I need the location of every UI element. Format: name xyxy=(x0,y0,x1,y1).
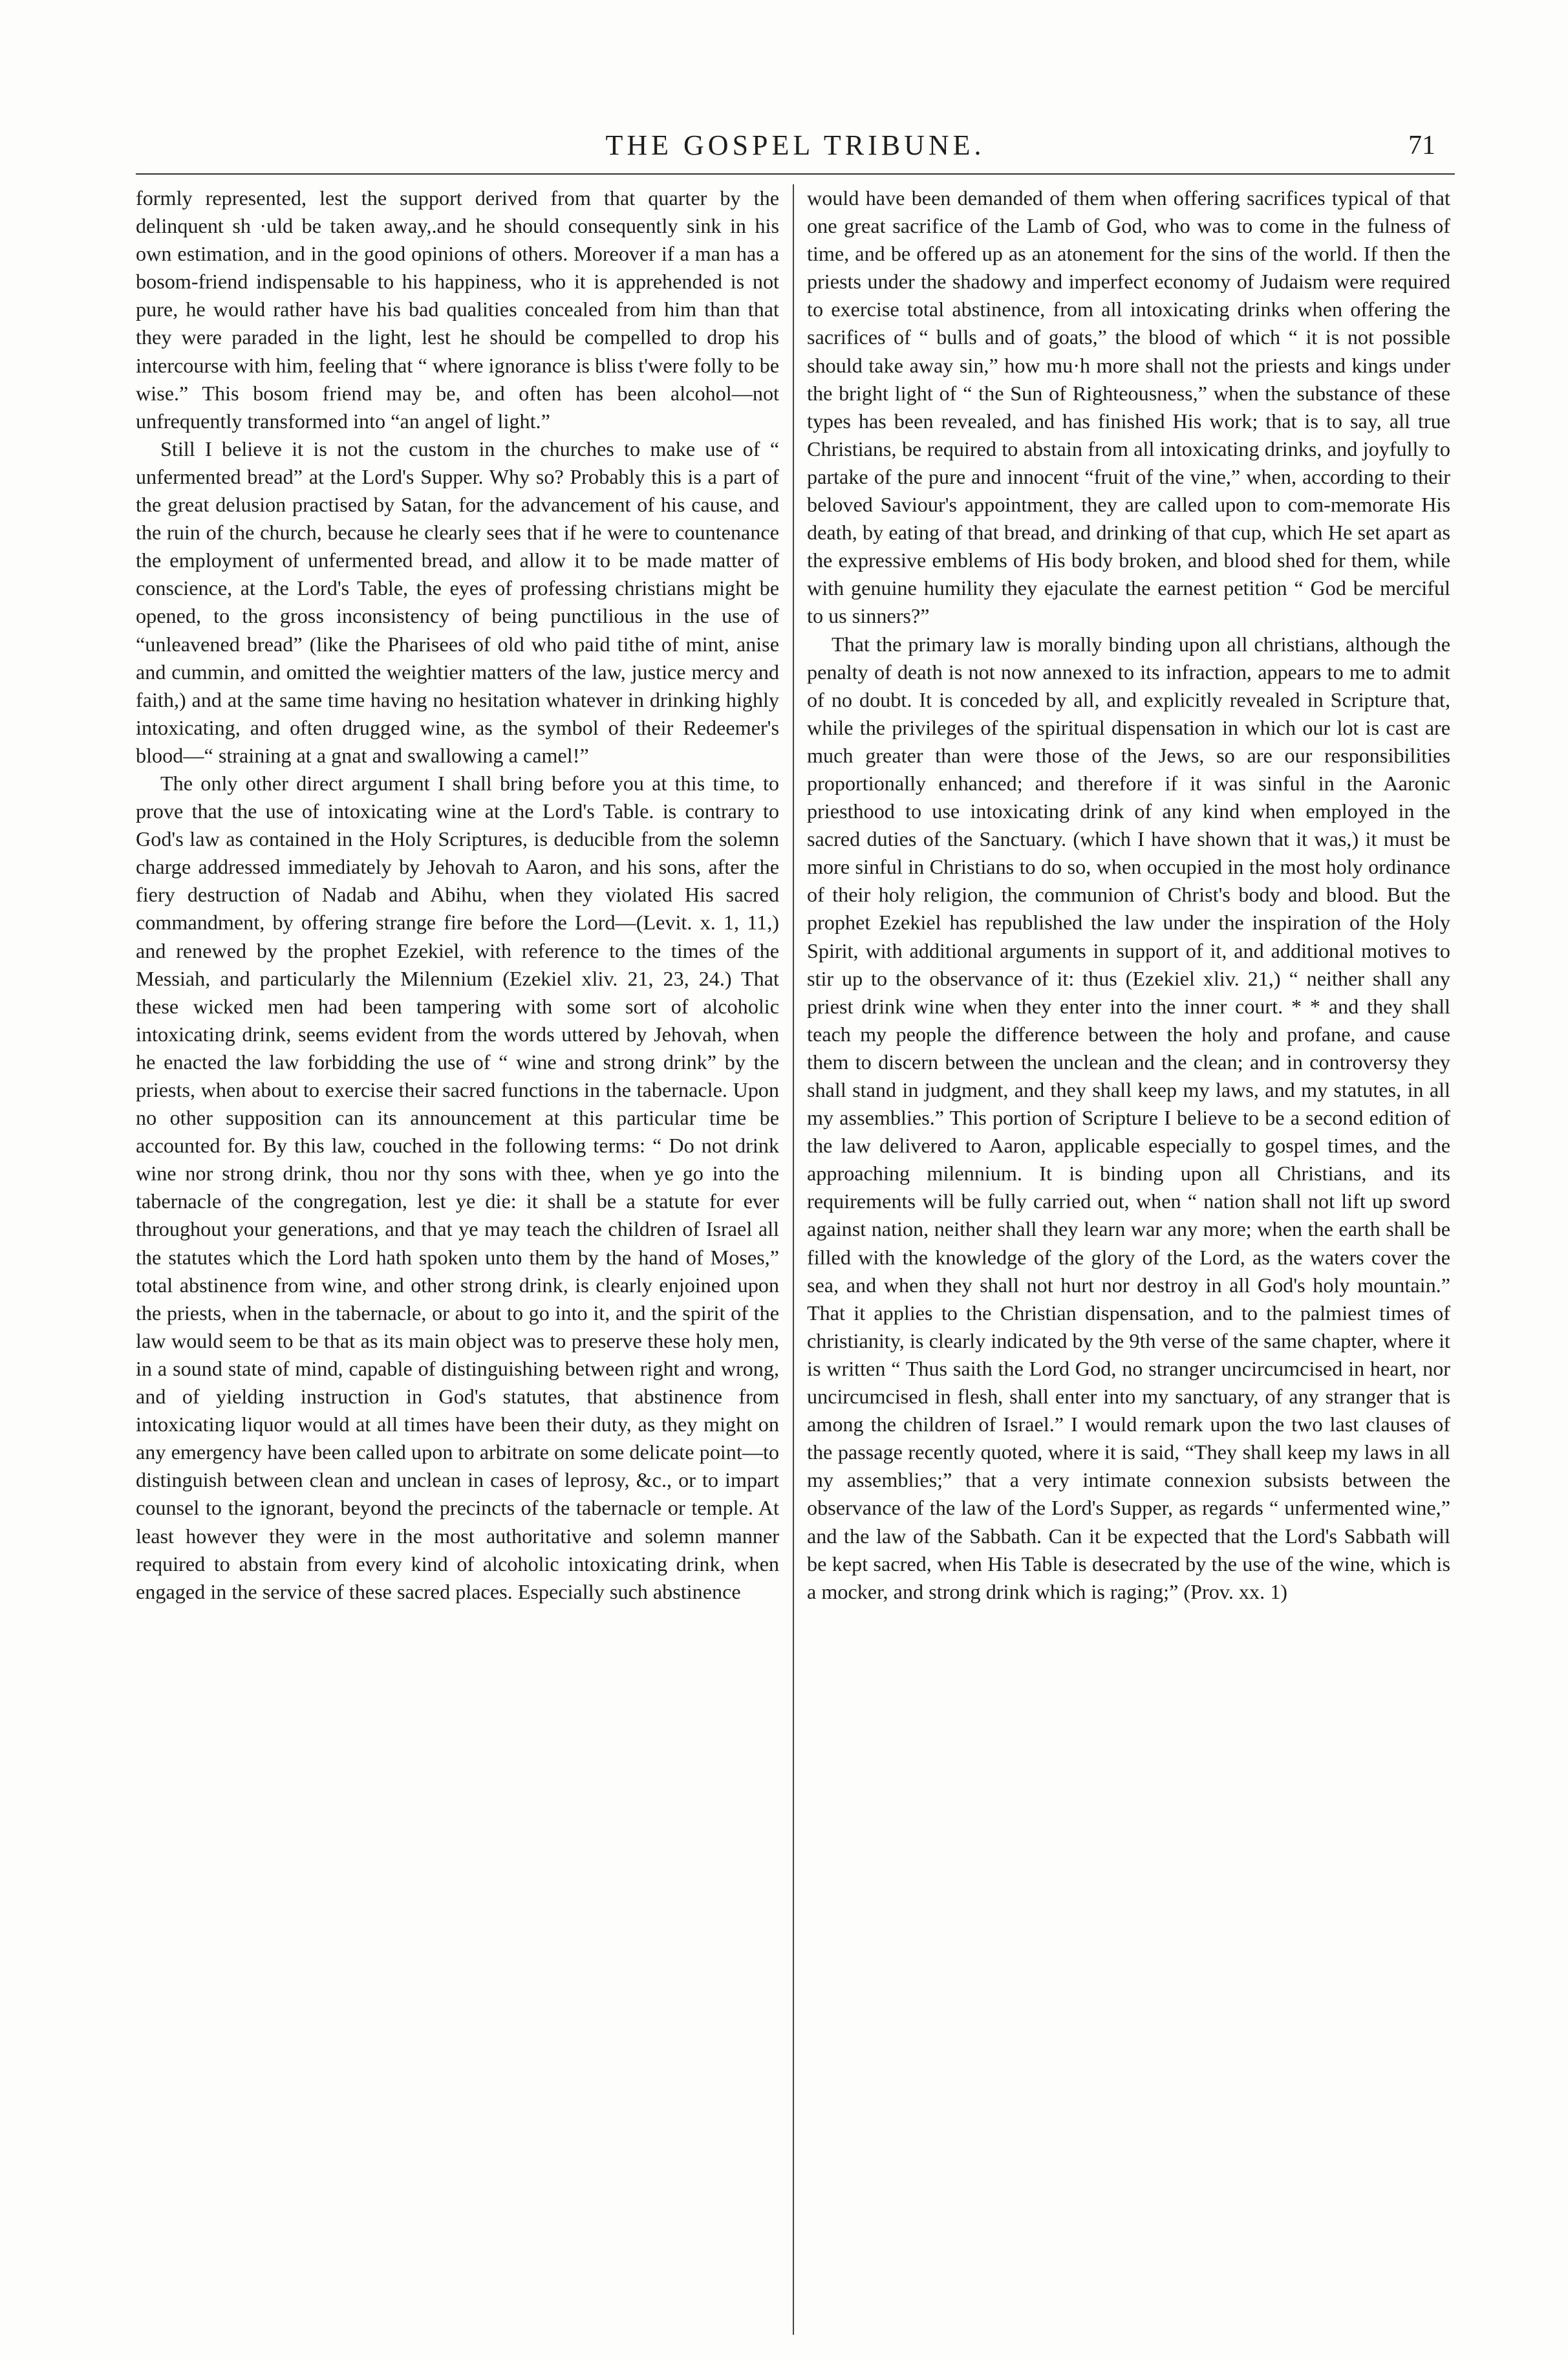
running-header xyxy=(136,120,1455,171)
page-number: 71 xyxy=(1408,131,1435,160)
paragraph: would have been demanded of them when offering sacrifices typical of that one great sacrifice of the Lamb of God, who was to come in the fulness of time, and be offered up as an atonement for the sins of the world. If then the priests under the shadowy and imperfect economy of Judaism were required to exercise total abstinence, from all intoxicating drinks when offering the sacrifices of “ bulls and of goats,” the blood of which “ it is not possible should take away sin,” how mu·h more shall not the priests and kings under the bright light of “ the Sun of Righteousness,” when the substance of these types has been revealed, and has finished His work; that is to say, all true Christians, be required to abstain from all intoxicating drinks, and joyfully to partake of the pure and innocent “fruit of the vine,” when, according to their beloved Saviour's appointment, they are called upon to com-memorate His death, by eating of that bread, and drinking of that cup, which He set apart as the expressive emblems of His body broken, and blood shed for them, while with genuine humility they ejaculate the earnest petition “ God be merciful to us sinners?” xyxy=(807,186,1450,628)
publication-title: THE GOSPEL TRIBUNE. xyxy=(605,129,985,161)
paragraph: That the primary law is morally binding upon all christians, although the penalty of death is not now annexed to its infraction, appears to me to admit of no doubt. It is conceded by all, and explicitly revealed in Scripture that, while the privileges of the spiritual dispensation in which our lot is cast are much greater than were those of the Jews, so are our responsibilities proportionally enhanced; and therefore if it was sinful in the Aaronic priesthood to use intoxicating drink of any kind when employed in the sacred duties of the Sanctuary. (which I have shown that it was,) it must be more sinful in Christians to do so, when occupied in the most holy ordinance of their holy religion, the communion of Christ's body and blood. But the prophet Ezekiel has republished the law under the inspiration of the Holy Spirit, with additional arguments in support of it, and additional motives to stir up to the observance of it: thus (Ezekiel xliv. 21,) “ neither shall any priest drink wine when they enter into the inner court. * * and they shall teach my people the difference between the holy and profane, and cause them to discern between the unclean and the clean; and in controversy they shall stand in judgment, and they shall keep my laws, and my statutes, in all my assemblies.” This portion of Scripture I believe to be a second edition of the law delivered to Aaron, applicable especially to gospel times, and the approaching milennium. It is binding upon all Christians, and its requirements will be fully carried out, when “ nation shall not lift up sword against nation, neither shall they learn war any more; when the earth shall be filled with the knowledge of the glory of the Lord, as the waters cover the sea, and when they shall not hurt nor destroy in all God's holy mountain.” That it applies to the Christian dispensation, and to the palmiest times of christianity, is clearly indicated by the 9th verse of the same chapter, where it is written “ Thus saith the Lord God, no stranger uncircumcised in heart, nor uncircumcised in flesh, shall enter into my sanctuary, of any stranger that is among the children of Israel.” I would remark upon the two last clauses of the passage recently quoted, where it is said, “They shall keep my laws in all my assemblies;” that a very intimate connexion subsists between the observance of the law of the Lord's Supper, as regards “ unfermented wine,” and the law of the Sabbath. Can it be expected that the Lord's Sabbath will be kept sacred, when His Table is desecrated by the use of the wine, which is a mocker, and strong drink which is raging;” (Prov. xx. 1) xyxy=(807,632,1450,1603)
left-column xyxy=(136,184,779,2338)
paragraph: Still I believe it is not the custom in the churches to make use of “ unfermented bread” at the Lord's Supper. Why so? Probably this is a part of the great delusion practised by Satan, for the advancement of his cause, and the ruin of the church, because he clearly sees that if he were to countenance the employment of unfermented bread, and allow it to be made matter of conscience, at the Lord's Table, the eyes of professing christians might be opened, to the gross inconsistency of being punctilious in the use of “unleavened bread” (like the Pharisees of old who paid tithe of mint, anise and cummin, and omitted the weightier matters of the law, justice mercy and faith,) and at the same time having no hesitation whatever in drinking highly intoxicating, and often drugged wine, as the symbol of their Redeemer's blood—“ straining at a gnat and swallowing a camel!” xyxy=(136,437,779,767)
paragraph: formly represented, lest the support derived from that quarter by the delinquent sh ·uld be taken away,.and he should consequently sink in his own estimation, and in the good opinions of others. Moreover if a man has a bosom-friend indispensable to his happiness, who it is apprehended is not pure, he would rather have his bad qualities concealed from him than that they were paraded in the light, lest he should be compelled to drop his intercourse with him, feeling that “ where ignorance is bliss t'were folly to be wise.” This bosom friend may be, and often has been alcohol—not unfrequently transformed into “an angel of light.” xyxy=(136,186,779,433)
right-column xyxy=(807,184,1450,2338)
header-rule xyxy=(136,173,1455,175)
column-rule xyxy=(793,184,794,2335)
paragraph: The only other direct argument I shall bring before you at this time, to prove that the use of intoxicating wine at the Lord's Table. is contrary to God's law as contained in the Holy Scriptures, is deducible from the solemn charge addressed immediately by Jehovah to Aaron, and his sons, after the fiery destruction of Nadab and Abihu, when they violated His sacred commandment, by offering strange fire before the Lord—(Levit. x. 1, 11,) and renewed by the prophet Ezekiel, with reference to the times of the Messiah, and particularly the Milennium (Ezekiel xliv. 21, 23, 24.) That these wicked men had been tampering with some sort of alcoholic intoxicating drink, seems evident from the words uttered by Jehovah, when he enacted the law forbidding the use of “ wine and strong drink” by the priests, when about to exercise their sacred functions in the tabernacle. Upon no other supposition can its announcement at this particular time be accounted for. By this law, couched in the following terms: “ Do not drink wine nor strong drink, thou nor thy sons with thee, when ye go into the tabernacle of the congregation, lest ye die: it shall be a statute for ever throughout your generations, and that ye may teach the children of Israel all the statutes which the Lord hath spoken unto them by the hand of Moses,” total abstinence from wine, and other strong drink, is clearly enjoined upon the priests, when in the tabernacle, or about to go into it, and the spirit of the law would seem to be that as its main object was to preserve these holy men, in a sound state of mind, capable of distinguishing between right and wrong, and of yielding instruction in God's statutes, that abstinence from intoxicating liquor would at all times have been their duty, as they might on any emergency have been called upon to arbitrate on some delicate point—to distinguish between clean and unclean in cases of leprosy, &c., or to impart counsel to the ignorant, beyond the precincts of the tabernacle or temple. At least however they were in the most authoritative and solemn manner required to abstain from every kind of alcoholic intoxicating drink, when engaged in the service of these sacred places. Especially such abstinence xyxy=(136,771,779,1603)
